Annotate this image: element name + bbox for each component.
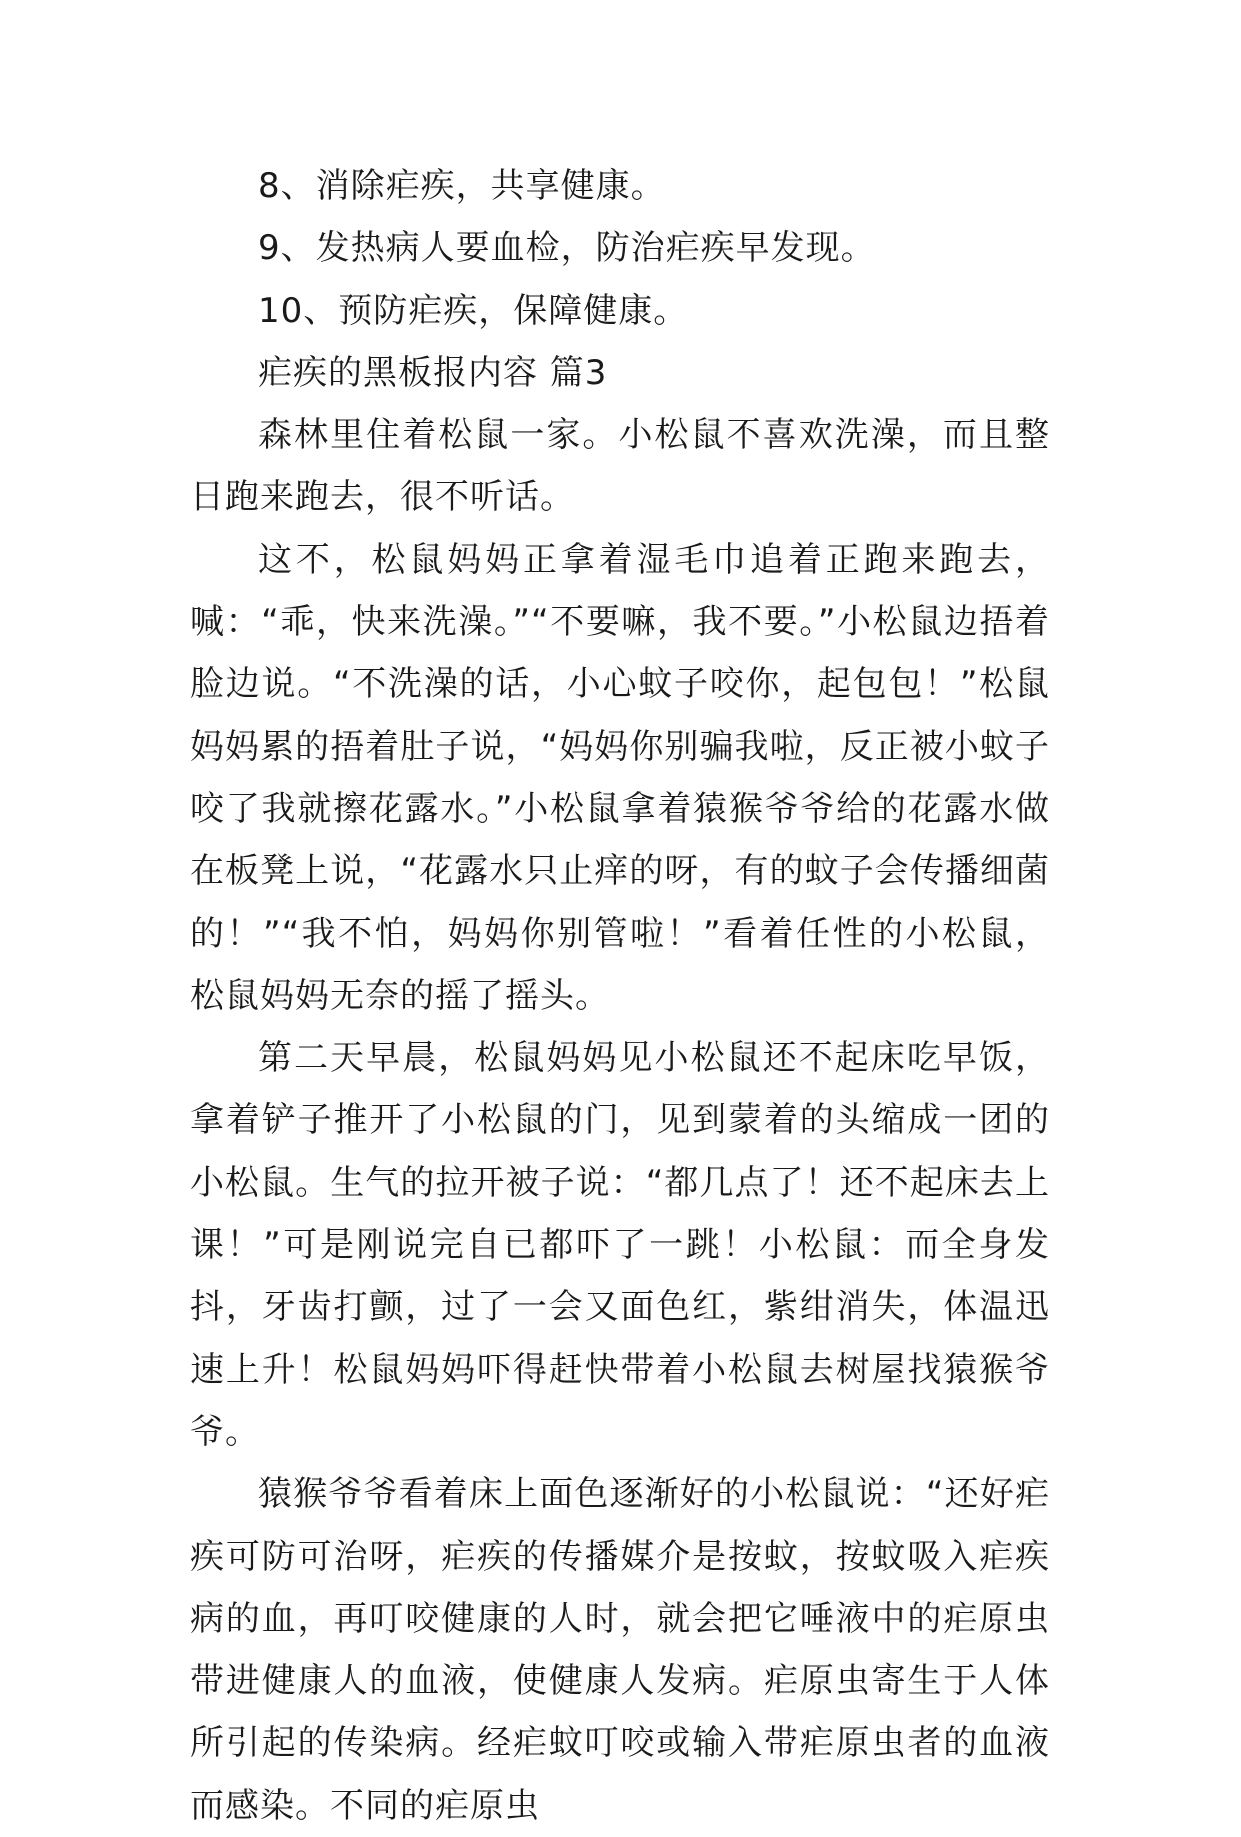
story-paragraph: 第二天早晨，松鼠妈妈见小松鼠还不起床吃早饭，拿着铲子推开了小松鼠的门，见到蒙着的头缩成一团的小松鼠。生气的拉开被子说：“都几点了！还不起床去上课！”可是刚说完自已都吓了一跳！小松鼠：而全身发抖，牙齿打颤，过了一会又面色红，紫绀消失，体温迅速上升！松鼠妈妈吓得赶快带着小松鼠去树屋找猿猴爷爷。	[190, 1038, 1050, 1452]
slogan-item-10: 10、预防疟疾，保障健康。	[258, 290, 689, 331]
document-body	[190, 155, 1050, 1837]
section-heading: 疟疾的黑板报内容 篇3	[258, 352, 608, 393]
slogan-item-8: 8、消除疟疾，共享健康。	[258, 166, 666, 206]
story-paragraph: 森林里住着松鼠一家。小松鼠不喜欢洗澡，而且整日跑来跑去，很不听话。	[190, 415, 1050, 518]
story-paragraph: 这不，松鼠妈妈正拿着湿毛巾追着正跑来跑去，喊：“乖，快来洗澡。”“不要嘛，我不要。”小松鼠边捂着脸边说。“不洗澡的话，小心蚊子咬你，起包包！”松鼠妈妈累的捂着肚子说，“妈妈你别骗我啦，反正被小蚊子咬了我就擦花露水。”小松鼠拿着猿猴爷爷给的花露水做在板凳上说，“花露水只止痒的呀，有的蚊子会传播细菌的！”“我不怕，妈妈你别管啦！”看着任性的小松鼠，松鼠妈妈无奈的摇了摇头。	[190, 539, 1050, 1016]
story-paragraph: 猿猴爷爷看着床上面色逐渐好的小松鼠说：“还好疟疾可防可治呀，疟疾的传播媒介是按蚊，按蚊吸入疟疾病的血，再叮咬健康的人时，就会把它唾液中的疟原虫带进健康人的血液，使健康人发病。疟原虫寄生于人体所引起的传染病。经疟蚊叮咬或输入带疟原虫者的血液而感染。不同的疟原虫	[190, 1474, 1050, 1826]
slogan-item-9: 9、发热病人要血检，防治疟疾早发现。	[258, 228, 876, 269]
